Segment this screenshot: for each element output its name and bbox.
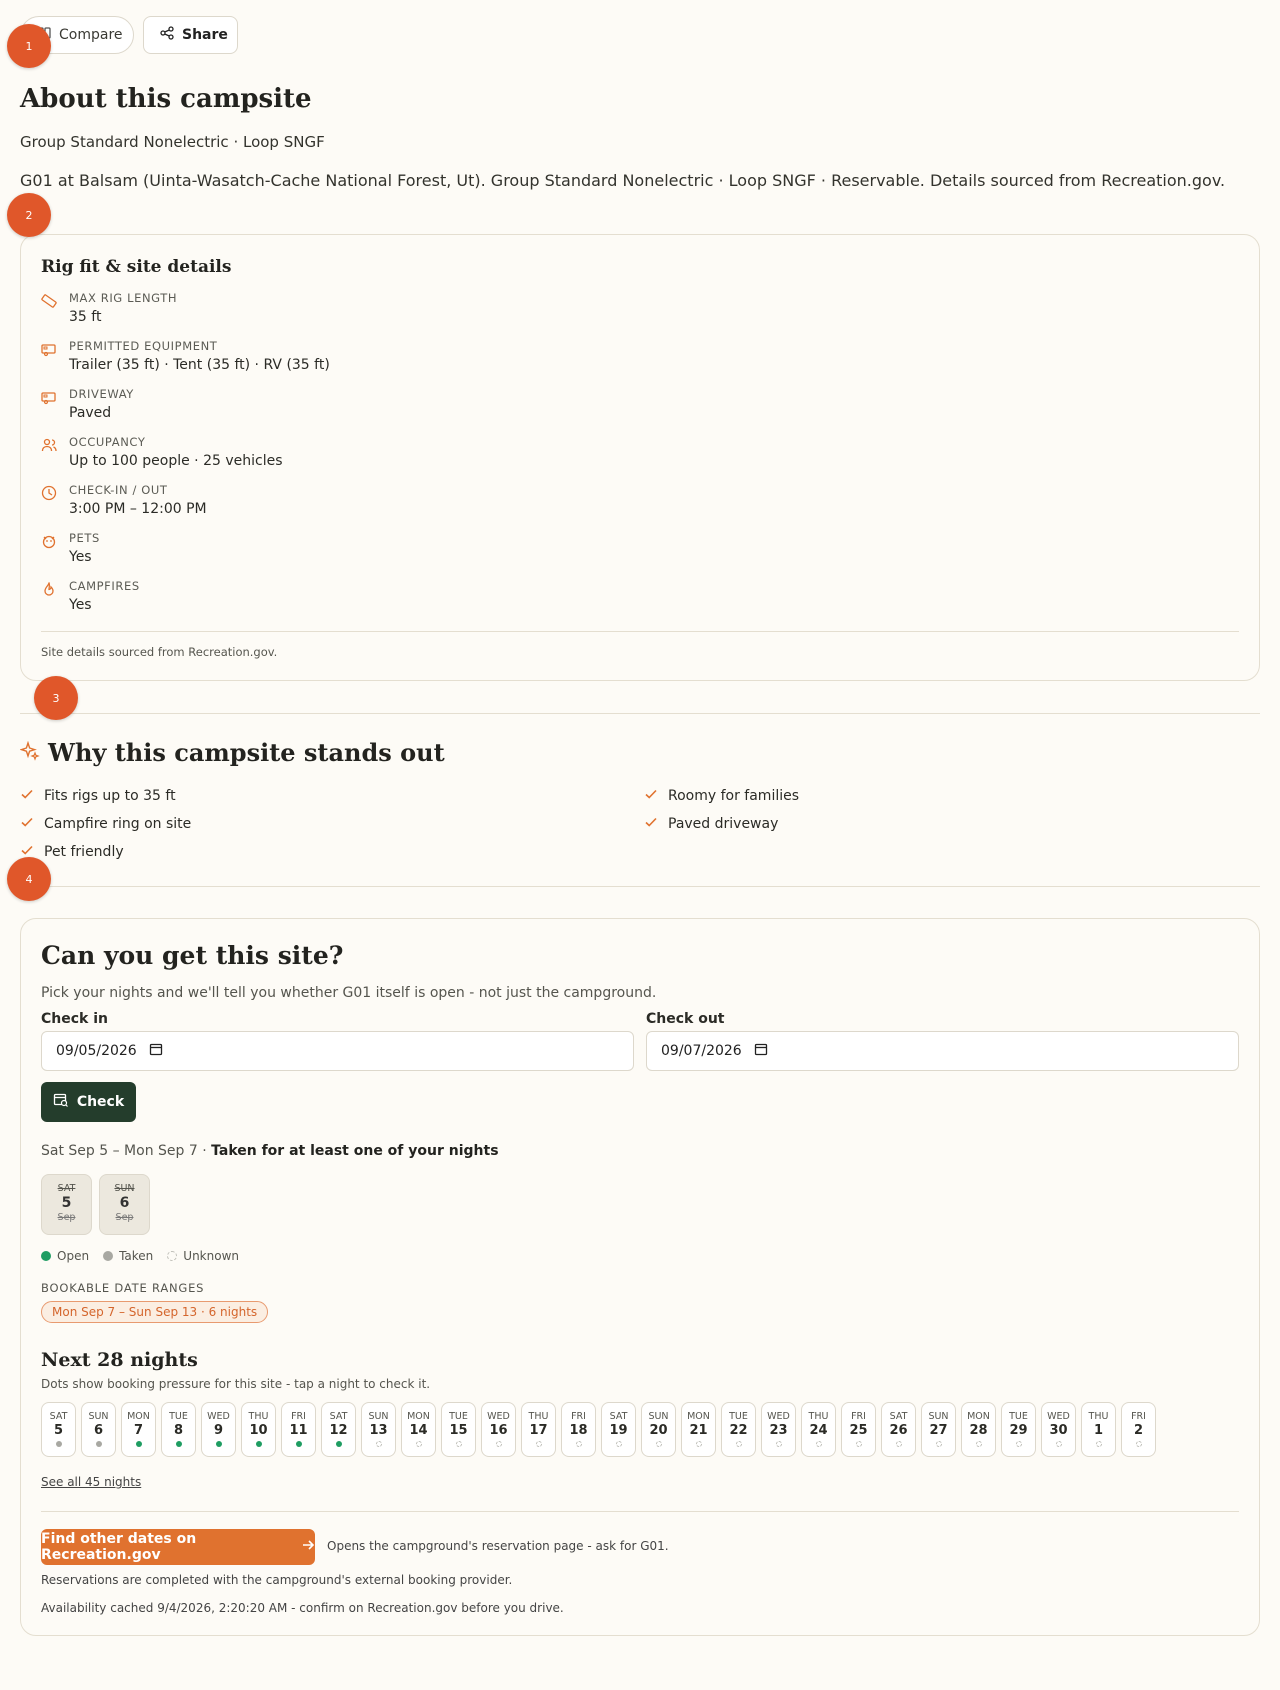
night-day: 20 (649, 1423, 668, 1438)
rig-value: Yes (69, 549, 92, 565)
rig-label: CHECK-IN / OUT (69, 483, 168, 497)
night-day: 22 (729, 1423, 748, 1438)
night-day: 14 (409, 1423, 428, 1438)
night-tile[interactable] (1041, 1402, 1076, 1457)
night-status-dot (216, 1441, 222, 1447)
night-tile[interactable] (481, 1402, 516, 1457)
night-tile[interactable] (241, 1402, 276, 1457)
night-status-dot (656, 1441, 662, 1447)
check-icon (20, 787, 34, 805)
page-title: About this campsite (20, 84, 312, 114)
night-day: 6 (93, 1423, 104, 1438)
night-weekday: THU (808, 1411, 829, 1422)
share-icon (160, 26, 174, 44)
night-weekday: WED (487, 1411, 510, 1422)
legend-taken (103, 1249, 153, 1263)
why-item (20, 815, 191, 833)
night-weekday: SAT (889, 1411, 908, 1422)
night-weekday: MON (687, 1411, 710, 1422)
availability-legend (41, 1249, 239, 1263)
night-day: 23 (769, 1423, 788, 1438)
availability-title: Can you get this site? (41, 941, 344, 970)
night-day: 26 (889, 1423, 908, 1438)
night-day: 5 (53, 1423, 64, 1438)
bookable-range-pill[interactable]: Mon Sep 7 – Sun Sep 13 · 6 nights (41, 1301, 268, 1323)
night-tile[interactable] (361, 1402, 396, 1457)
rig-footer-note: Site details sourced from Recreation.gov. (41, 645, 278, 659)
taken-dot (103, 1251, 113, 1261)
step-marker-2: 2 (7, 193, 51, 237)
day-weekday: SAT (57, 1183, 76, 1194)
paw-icon (41, 533, 57, 549)
section-divider (20, 886, 1260, 887)
site-description: G01 at Balsam (Uinta-Wasatch-Cache National Forest, Ut). Group Standard Nonelectric · Loop SNGF · Reservable. Details sourced from Recreation.gov. (20, 171, 1226, 190)
rig-row-campfires (41, 579, 641, 619)
arrow-right-icon (301, 1538, 315, 1556)
check-button-label: Check (76, 1094, 125, 1110)
night-status-dot (856, 1441, 862, 1447)
rig-value: 35 ft (69, 309, 102, 325)
rig-row-driveway (41, 387, 641, 427)
rig-label: MAX RIG LENGTH (69, 291, 178, 305)
night-day: 18 (569, 1423, 588, 1438)
check-out-field[interactable] (646, 1031, 1239, 1071)
night-tile[interactable] (881, 1402, 916, 1457)
rv-icon (41, 341, 57, 357)
rig-value: Paved (69, 405, 112, 421)
night-tile[interactable] (521, 1402, 556, 1457)
night-day: 16 (489, 1423, 508, 1438)
find-dates-note: Opens the campground's reservation page - ask for G01. (327, 1539, 669, 1553)
legend-unknown-label: Unknown (183, 1249, 239, 1263)
calendar-icon[interactable] (149, 1042, 163, 1060)
night-day: 30 (1049, 1423, 1068, 1438)
day-weekday: SUN (114, 1183, 135, 1194)
night-day: 27 (929, 1423, 948, 1438)
unknown-dot (167, 1251, 177, 1261)
rig-row-checkin (41, 483, 641, 523)
check-out-label: Check out (646, 1011, 725, 1027)
sparkle-icon (20, 738, 40, 767)
night-tile[interactable] (841, 1402, 876, 1457)
rig-value: Up to 100 people · 25 vehicles (69, 453, 283, 469)
night-weekday: SUN (928, 1411, 949, 1422)
check-out-value: 09/07/2026 (661, 1043, 742, 1059)
night-day: 11 (289, 1423, 308, 1438)
night-day: 25 (849, 1423, 868, 1438)
section-divider (20, 713, 1260, 714)
night-tile[interactable] (41, 1402, 76, 1457)
why-section-title (20, 738, 445, 767)
rig-label: PETS (69, 531, 100, 545)
night-weekday: SUN (88, 1411, 109, 1422)
night-day: 12 (329, 1423, 348, 1438)
night-day: 17 (529, 1423, 548, 1438)
rig-row-equipment (41, 339, 641, 379)
night-day: 8 (173, 1423, 184, 1438)
night-status-dot (776, 1441, 782, 1447)
rig-label: CAMPFIRES (69, 579, 140, 593)
night-status-dot (536, 1441, 542, 1447)
night-tile[interactable] (1121, 1402, 1156, 1457)
open-dot (41, 1251, 51, 1261)
night-tile[interactable] (961, 1402, 996, 1457)
night-status-dot (176, 1441, 182, 1447)
night-weekday: THU (248, 1411, 269, 1422)
night-day: 2 (1133, 1423, 1144, 1438)
night-status-dot (976, 1441, 982, 1447)
night-status-dot (1096, 1441, 1102, 1447)
share-label: Share (182, 27, 228, 43)
night-status-dot (256, 1441, 262, 1447)
night-day: 7 (133, 1423, 144, 1438)
night-tile[interactable] (641, 1402, 676, 1457)
day-number: 6 (119, 1195, 130, 1211)
night-day: 1 (1093, 1423, 1104, 1438)
night-status-dot (936, 1441, 942, 1447)
night-tile[interactable] (1001, 1402, 1036, 1457)
legend-taken-label: Taken (119, 1249, 154, 1263)
night-day: 28 (969, 1423, 988, 1438)
night-tile[interactable] (201, 1402, 236, 1457)
night-day: 19 (609, 1423, 628, 1438)
night-weekday: MON (407, 1411, 430, 1422)
clock-icon (41, 485, 57, 501)
rig-label: DRIVEWAY (69, 387, 134, 401)
night-tile[interactable] (721, 1402, 756, 1457)
night-weekday: THU (528, 1411, 549, 1422)
night-tile[interactable] (921, 1402, 956, 1457)
legend-open (41, 1249, 89, 1263)
night-status-dot (1056, 1441, 1062, 1447)
why-item (644, 815, 778, 833)
night-status-dot (96, 1441, 102, 1447)
night-weekday: SUN (368, 1411, 389, 1422)
night-status-dot (576, 1441, 582, 1447)
night-status-dot (696, 1441, 702, 1447)
night-day: 9 (213, 1423, 224, 1438)
find-button-label: Find other dates on Recreation.gov (41, 1531, 197, 1563)
why-item-label: Paved driveway (668, 816, 779, 832)
rig-fit-card (20, 234, 1260, 681)
rv-icon (41, 389, 57, 405)
night-status-dot (496, 1441, 502, 1447)
status-result: Taken for at least one of your nights (211, 1143, 499, 1159)
night-tile[interactable] (121, 1402, 156, 1457)
calendar-icon[interactable] (754, 1042, 768, 1060)
why-item-label: Pet friendly (44, 844, 124, 860)
night-tile[interactable] (681, 1402, 716, 1457)
check-in-label: Check in (41, 1011, 108, 1027)
night-weekday: WED (1047, 1411, 1070, 1422)
rig-row-max-length (41, 291, 641, 331)
night-tile[interactable] (81, 1402, 116, 1457)
night-weekday: TUE (169, 1411, 188, 1422)
why-item (644, 787, 799, 805)
night-status-dot (296, 1441, 302, 1447)
check-in-value: 09/05/2026 (56, 1043, 137, 1059)
why-title-text: Why this campsite stands out (48, 738, 445, 767)
step-marker-3: 3 (34, 676, 78, 720)
night-tile[interactable] (441, 1402, 476, 1457)
night-tile[interactable] (161, 1402, 196, 1457)
night-status-dot (56, 1441, 62, 1447)
night-weekday: FRI (1131, 1411, 1146, 1422)
night-status-dot (1016, 1441, 1022, 1447)
site-type-subtitle: Group Standard Nonelectric · Loop SNGF (20, 133, 325, 151)
night-status-dot (376, 1441, 382, 1447)
night-tile[interactable] (761, 1402, 796, 1457)
night-weekday: TUE (449, 1411, 468, 1422)
find-other-dates-button[interactable] (41, 1529, 315, 1565)
night-status-dot (456, 1441, 462, 1447)
check-icon (644, 815, 658, 833)
night-tile[interactable] (1081, 1402, 1116, 1457)
flame-icon (41, 581, 57, 597)
night-day: 15 (449, 1423, 468, 1438)
next-nights-title: Next 28 nights (41, 1349, 198, 1371)
why-item-label: Fits rigs up to 35 ft (44, 788, 176, 804)
rig-fit-title: Rig fit & site details (41, 257, 232, 277)
cache-note: Availability cached 9/4/2026, 2:20:20 AM - confirm on Recreation.gov before you drive. (41, 1601, 564, 1615)
night-weekday: MON (967, 1411, 990, 1422)
day-number: 5 (61, 1195, 72, 1211)
check-availability-button[interactable] (41, 1082, 136, 1122)
rig-value: Yes (69, 597, 92, 613)
night-weekday: MON (127, 1411, 150, 1422)
night-status-dot (1136, 1441, 1142, 1447)
night-weekday: SAT (609, 1411, 628, 1422)
night-status-dot (896, 1441, 902, 1447)
night-weekday: SUN (648, 1411, 669, 1422)
step-marker-4: 4 (7, 857, 51, 901)
night-day: 13 (369, 1423, 388, 1438)
night-weekday: FRI (571, 1411, 586, 1422)
divider (41, 1511, 1239, 1512)
step-marker-1: 1 (7, 24, 51, 68)
night-day: 29 (1009, 1423, 1028, 1438)
night-weekday: WED (767, 1411, 790, 1422)
night-tile[interactable] (601, 1402, 636, 1457)
night-tile[interactable] (321, 1402, 356, 1457)
availability-status (41, 1143, 499, 1159)
booking-provider-note: Reservations are completed with the campground's external booking provider. (41, 1573, 513, 1587)
night-day: 10 (249, 1423, 268, 1438)
legend-unknown (167, 1249, 239, 1263)
check-icon (644, 787, 658, 805)
divider (41, 631, 1239, 632)
night-status-dot (336, 1441, 342, 1447)
night-tile[interactable] (401, 1402, 436, 1457)
availability-card (20, 918, 1260, 1636)
night-tile[interactable] (281, 1402, 316, 1457)
bookable-ranges-label: BOOKABLE DATE RANGES (41, 1281, 205, 1295)
night-weekday: WED (207, 1411, 230, 1422)
compare-label: Compare (59, 27, 123, 43)
rig-label: PERMITTED EQUIPMENT (69, 339, 218, 353)
why-item (20, 787, 176, 805)
day-month: Sep (57, 1212, 76, 1223)
day-month: Sep (115, 1212, 134, 1223)
night-tile[interactable] (561, 1402, 596, 1457)
night-day: 21 (689, 1423, 708, 1438)
night-weekday: FRI (851, 1411, 866, 1422)
next-nights-subtitle: Dots show booking pressure for this site - tap a night to check it. (41, 1377, 431, 1391)
night-status-dot (816, 1441, 822, 1447)
check-icon (20, 815, 34, 833)
night-status-dot (136, 1441, 142, 1447)
night-weekday: TUE (729, 1411, 748, 1422)
check-in-field[interactable] (41, 1031, 634, 1071)
selected-day-tile[interactable] (41, 1174, 92, 1235)
legend-open-label: Open (57, 1249, 90, 1263)
people-icon (41, 437, 57, 453)
night-tile[interactable] (801, 1402, 836, 1457)
ruler-icon (41, 293, 57, 309)
night-status-dot (416, 1441, 422, 1447)
night-status-dot (616, 1441, 622, 1447)
night-weekday: THU (1088, 1411, 1109, 1422)
rig-value: Trailer (35 ft) · Tent (35 ft) · RV (35 ft) (69, 357, 330, 373)
see-all-nights-link[interactable]: See all 45 nights (41, 1475, 142, 1489)
night-status-dot (736, 1441, 742, 1447)
night-weekday: FRI (291, 1411, 306, 1422)
why-item-label: Roomy for families (668, 788, 800, 804)
night-weekday: SAT (329, 1411, 348, 1422)
rig-label: OCCUPANCY (69, 435, 146, 449)
rig-value: 3:00 PM – 12:00 PM (69, 501, 207, 517)
selected-day-tile[interactable] (99, 1174, 150, 1235)
calendar-search-icon (53, 1092, 69, 1112)
selected-range-text: Sat Sep 5 – Mon Sep 7 · (41, 1143, 212, 1159)
rig-row-pets (41, 531, 641, 571)
availability-subtitle: Pick your nights and we'll tell you whether G01 itself is open - not just the campground. (41, 985, 657, 1001)
why-item-label: Campfire ring on site (44, 816, 192, 832)
share-button[interactable] (143, 16, 238, 54)
night-day: 24 (809, 1423, 828, 1438)
night-weekday: TUE (1009, 1411, 1028, 1422)
rig-row-occupancy (41, 435, 641, 475)
night-weekday: SAT (49, 1411, 68, 1422)
